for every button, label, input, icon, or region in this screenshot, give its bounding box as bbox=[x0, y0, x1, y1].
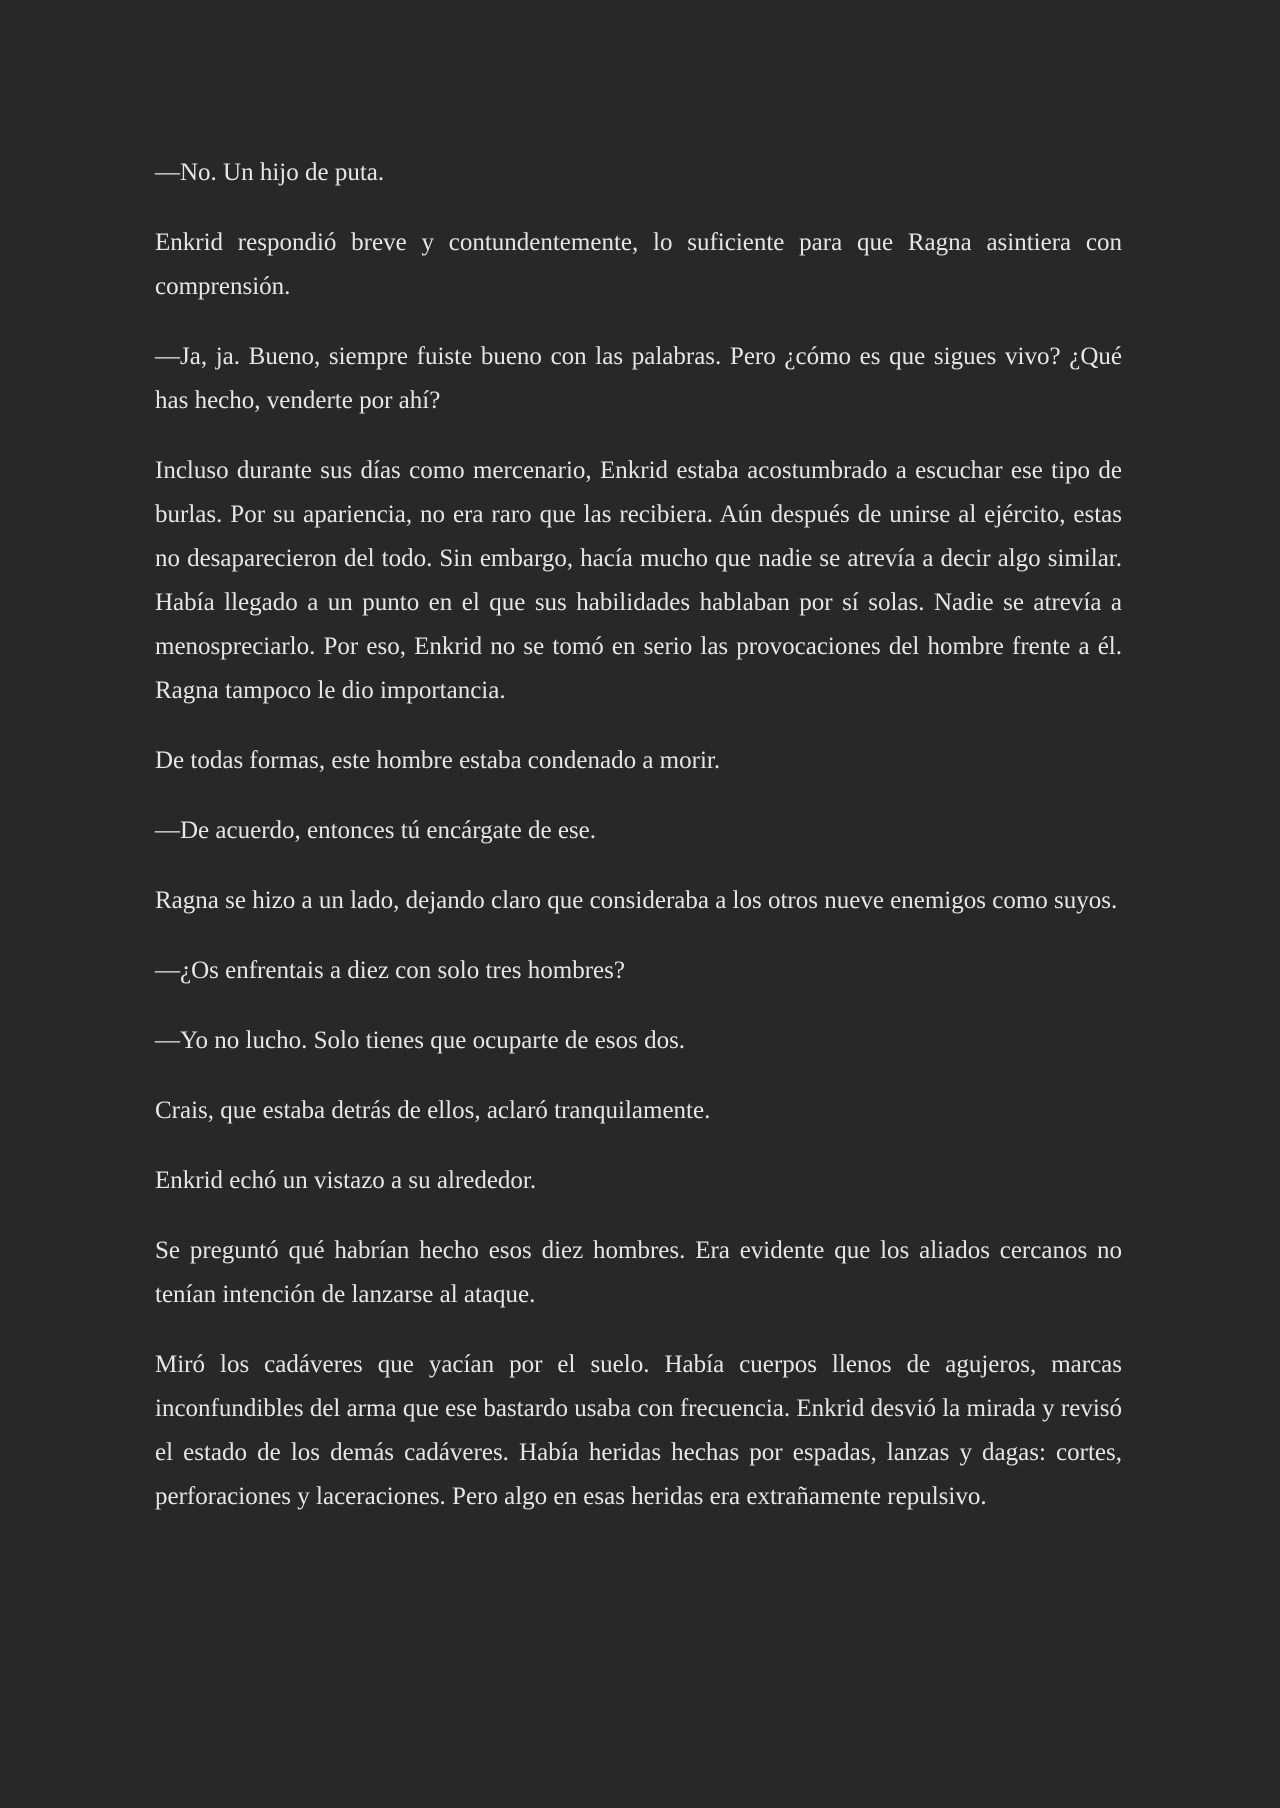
paragraph: Miró los cadáveres que yacían por el suelo. Había cuerpos llenos de agujeros, marcas inconfundibles del arma que ese bastardo usaba con frecuencia. Enkrid desvió la mirada y revisó el estado de los demás cadáveres. Había heridas hechas por espadas, lanzas y dagas: cortes, perforaciones y laceraciones. Pero algo en esas heridas era extrañamente repulsivo. bbox=[155, 1351, 1123, 1510]
paragraph: —No. Un hijo de puta. bbox=[155, 159, 385, 186]
paragraph: —De acuerdo, entonces tú encárgate de ese. bbox=[155, 817, 596, 844]
paragraph: —¿Os enfrentais a diez con solo tres hombres? bbox=[155, 957, 625, 984]
paragraph: Crais, que estaba detrás de ellos, aclaró tranquilamente. bbox=[155, 1097, 711, 1124]
paragraph: Se preguntó qué habrían hecho esos diez hombres. Era evidente que los aliados cercanos no tenían intención de lanzarse al ataque. bbox=[155, 1237, 1122, 1308]
paragraph: —Yo no lucho. Solo tienes que ocuparte de esos dos. bbox=[155, 1027, 686, 1054]
paragraph: Enkrid echó un vistazo a su alrededor. bbox=[155, 1167, 537, 1194]
paragraph: Enkrid respondió breve y contundentemente, lo suficiente para que Ragna asintiera con comprensión. bbox=[155, 229, 1122, 300]
paragraph: Incluso durante sus días como mercenario, Enkrid estaba acostumbrado a escuchar ese tipo de burlas. Por su apariencia, no era raro que las recibiera. Aún después de unirse al ejército, estas no desaparecieron del todo. Sin embargo, hacía mucho que nadie se atrevía a decir algo similar. Había llegado a un punto en el que sus habilidades hablaban por sí solas. Nadie se atrevía a menospreciarlo. Por eso, Enkrid no se tomó en serio las provocaciones del hombre frente a él. Ragna tampoco le dio importancia. bbox=[155, 457, 1122, 704]
paragraph: Ragna se hizo a un lado, dejando claro que consideraba a los otros nueve enemigos como suyos. bbox=[155, 887, 1118, 914]
paragraph: —Ja, ja. Bueno, siempre fuiste bueno con las palabras. Pero ¿cómo es que sigues vivo? ¿Qué has hecho, venderte por ahí? bbox=[155, 343, 1122, 414]
paragraph: De todas formas, este hombre estaba condenado a morir. bbox=[155, 747, 721, 774]
